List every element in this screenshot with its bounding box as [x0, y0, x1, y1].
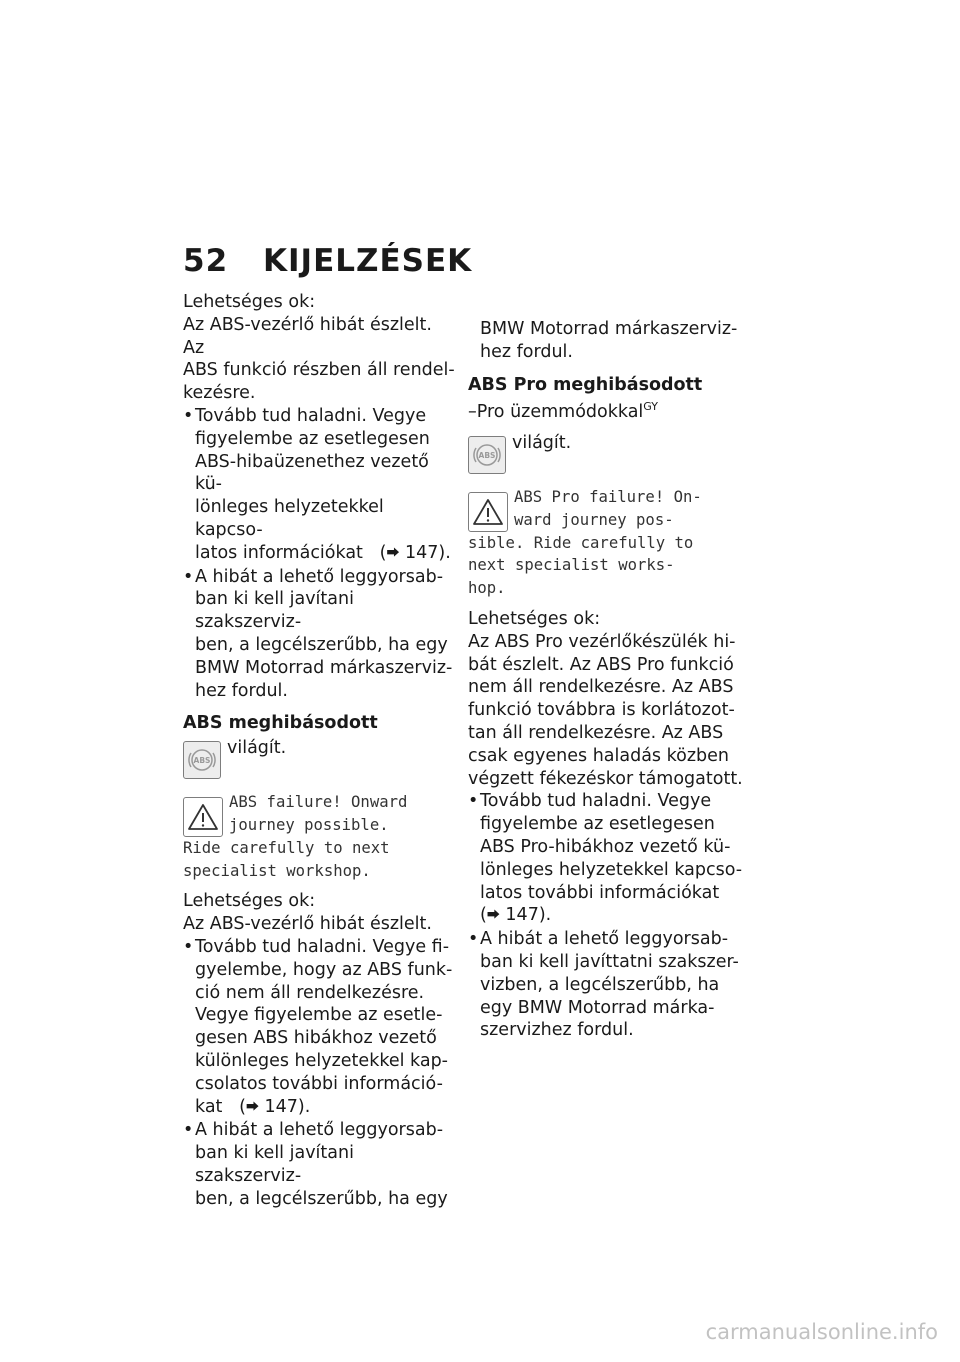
bullet-item — [183, 936, 455, 1119]
cause-text-line: ABS funkció részben áll rendel- — [183, 360, 455, 381]
continued-line: BMW Motorrad márkaszerviz- — [480, 319, 738, 339]
section-title-abs-failure: ABS meghibásodott — [183, 713, 378, 734]
bullet-item — [183, 1119, 455, 1210]
bullet-line: Tovább tud haladni. Vegye — [195, 405, 427, 426]
bullet-line-with-ref: kat (⮕ 147). — [195, 1096, 455, 1120]
cause-text-line: nem áll rendelkezésre. Az ABS — [468, 677, 734, 698]
bullet-line: ABS-hibaüzenethez vezető kü- — [195, 451, 429, 495]
abs-warning-icon — [468, 436, 506, 474]
bullet-line: Tovább tud haladni. Vegye fi- — [195, 936, 450, 957]
bullet-line-with-ref: latos információkat (⮕ 147). — [195, 542, 455, 566]
page-reference[interactable]: 147). — [264, 1096, 311, 1117]
bullet-line: csolatos további információ- — [195, 1073, 443, 1094]
bullet-line: gesen ABS hibákhoz vezető — [195, 1028, 437, 1049]
cause-text-line: csak egyenes haladás közben — [468, 745, 729, 766]
arrow-reference-icon[interactable]: ⮕ — [386, 545, 400, 561]
bullet-line: A hibát a lehető leggyorsab- — [480, 929, 729, 950]
bullet-line: Tovább tud haladni. Vegye — [480, 791, 712, 812]
bullet-line: A hibát a lehető leggyorsab- — [195, 1120, 444, 1141]
display-message-line: specialist workshop. — [183, 861, 371, 880]
page-header — [183, 243, 472, 279]
cause-text-line: kezésre. — [183, 383, 256, 404]
bullet-item — [183, 566, 455, 703]
indicator-text: világít. — [512, 433, 572, 454]
footnote-marker: GY — [643, 400, 658, 414]
bullet-item — [468, 928, 744, 1042]
bullet-line: vizben, a legcélszerűbb, ha — [480, 974, 720, 995]
display-message-line: ABS Pro failure! On- — [514, 488, 702, 507]
section-title-abs-pro-failure: ABS Pro meghibásodott — [468, 374, 703, 395]
display-message-line: journey possible. — [229, 815, 389, 834]
display-message-line: ABS failure! Onward — [229, 793, 408, 812]
cause-label: Lehetséges ok: — [183, 292, 316, 312]
right-column — [468, 318, 744, 1042]
cause-label: Lehetséges ok: — [468, 609, 601, 629]
indicator-row — [183, 737, 455, 781]
bullet-line: hez fordul. — [195, 680, 288, 701]
cause-text-line: tan áll rendelkezésre. Az ABS — [468, 722, 724, 743]
bullet-item — [468, 790, 744, 928]
display-message — [468, 486, 744, 600]
bullet-line: ABS Pro-hibákhoz vezető kü- — [480, 836, 731, 857]
warning-triangle-icon — [183, 797, 223, 837]
chapter-title: KIJELZÉSEK — [263, 243, 473, 279]
cause-label: Lehetséges ok: — [183, 891, 316, 912]
bullet-line: figyelembe az esetlegesen — [480, 814, 715, 835]
bullet-line: latos további információkat — [480, 882, 720, 903]
arrow-reference-icon[interactable]: ⮕ — [245, 1099, 259, 1115]
cause-text-line: bát észlelt. Az ABS Pro funkció — [468, 654, 734, 675]
left-column — [183, 291, 455, 1210]
abs-warning-icon — [183, 741, 221, 779]
display-message-line: next specialist works- — [468, 556, 675, 575]
watermark: carmanualsonline.info — [705, 1320, 938, 1344]
bullet-line-with-ref: (⮕ 147). — [480, 904, 744, 928]
bullet-line: különleges helyzetekkel kap- — [195, 1050, 448, 1071]
bullet-line: BMW Motorrad márkaszerviz- — [195, 657, 453, 678]
svg-text:ABS: ABS — [193, 756, 211, 766]
bullet-line: szervizhez fordul. — [480, 1020, 634, 1041]
cause-text-line: Az ABS-vezérlő hibát észlelt. Az — [183, 314, 432, 358]
cause-text-line: végzett fékezéskor támogatott. — [468, 768, 743, 789]
bullet-dot: • — [183, 936, 194, 957]
cause-text-line: Az ABS-vezérlő hibát észlelt. — [183, 914, 432, 935]
bullet-line: A hibát a lehető leggyorsab- — [195, 566, 444, 587]
bullet-dot: • — [468, 791, 479, 812]
bullet-line: ció nem áll rendelkezésre. — [195, 982, 425, 1003]
arrow-reference-icon[interactable]: ⮕ — [486, 908, 500, 924]
bullet-line: ban ki kell javítani szakszerviz- — [195, 1143, 354, 1186]
page-number: 52 — [183, 243, 229, 279]
bullet-line: ben, a legcélszerűbb, ha egy — [195, 1188, 448, 1209]
cause-text-line: Az ABS Pro vezérlőkészülék hi- — [468, 631, 736, 652]
display-message-line: hop. — [468, 579, 506, 598]
bullet-dot: • — [183, 566, 194, 587]
bullet-dot: • — [468, 929, 479, 950]
display-message-line: sible. Ride carefully to — [468, 533, 694, 552]
bullet-line: ben, a legcélszerűbb, ha egy — [195, 634, 448, 655]
bullet-dot: • — [183, 405, 194, 426]
bullet-dot: • — [183, 1120, 194, 1141]
bullet-line: egy BMW Motorrad márka- — [480, 997, 715, 1018]
display-message-line: Ride carefully to next — [183, 838, 390, 857]
bullet-line: ban ki kell javítani szakszerviz- — [195, 589, 354, 633]
indicator-text: világít. — [227, 738, 287, 759]
bullet-line: gyelembe, hogy az ABS funk- — [195, 959, 453, 980]
bullet-line: lönleges helyzetekkel kapcso- — [480, 859, 743, 880]
bullet-line: Vegye figyelembe az esetle- — [195, 1005, 443, 1026]
cause-text-line: funkció továbbra is korlátozot- — [468, 700, 735, 721]
display-message — [183, 791, 455, 882]
svg-text:ABS: ABS — [478, 451, 496, 461]
continued-line: hez fordul. — [480, 341, 573, 362]
page-reference[interactable]: 147). — [405, 542, 451, 563]
warning-triangle-icon — [468, 492, 508, 532]
bullet-item — [183, 405, 455, 566]
bullet-line: lönleges helyzetekkel kapcso- — [195, 497, 384, 540]
bullet-line: ban ki kell javíttatni szakszer- — [480, 951, 739, 972]
bullet-line: figyelembe az esetlegesen — [195, 428, 430, 449]
page-reference[interactable]: 147). — [505, 905, 552, 926]
section-subtitle: –Pro üzemmódokkal$^{GY}$ — [468, 400, 658, 423]
display-message-line: ward journey pos- — [514, 510, 674, 529]
indicator-row — [468, 432, 744, 476]
